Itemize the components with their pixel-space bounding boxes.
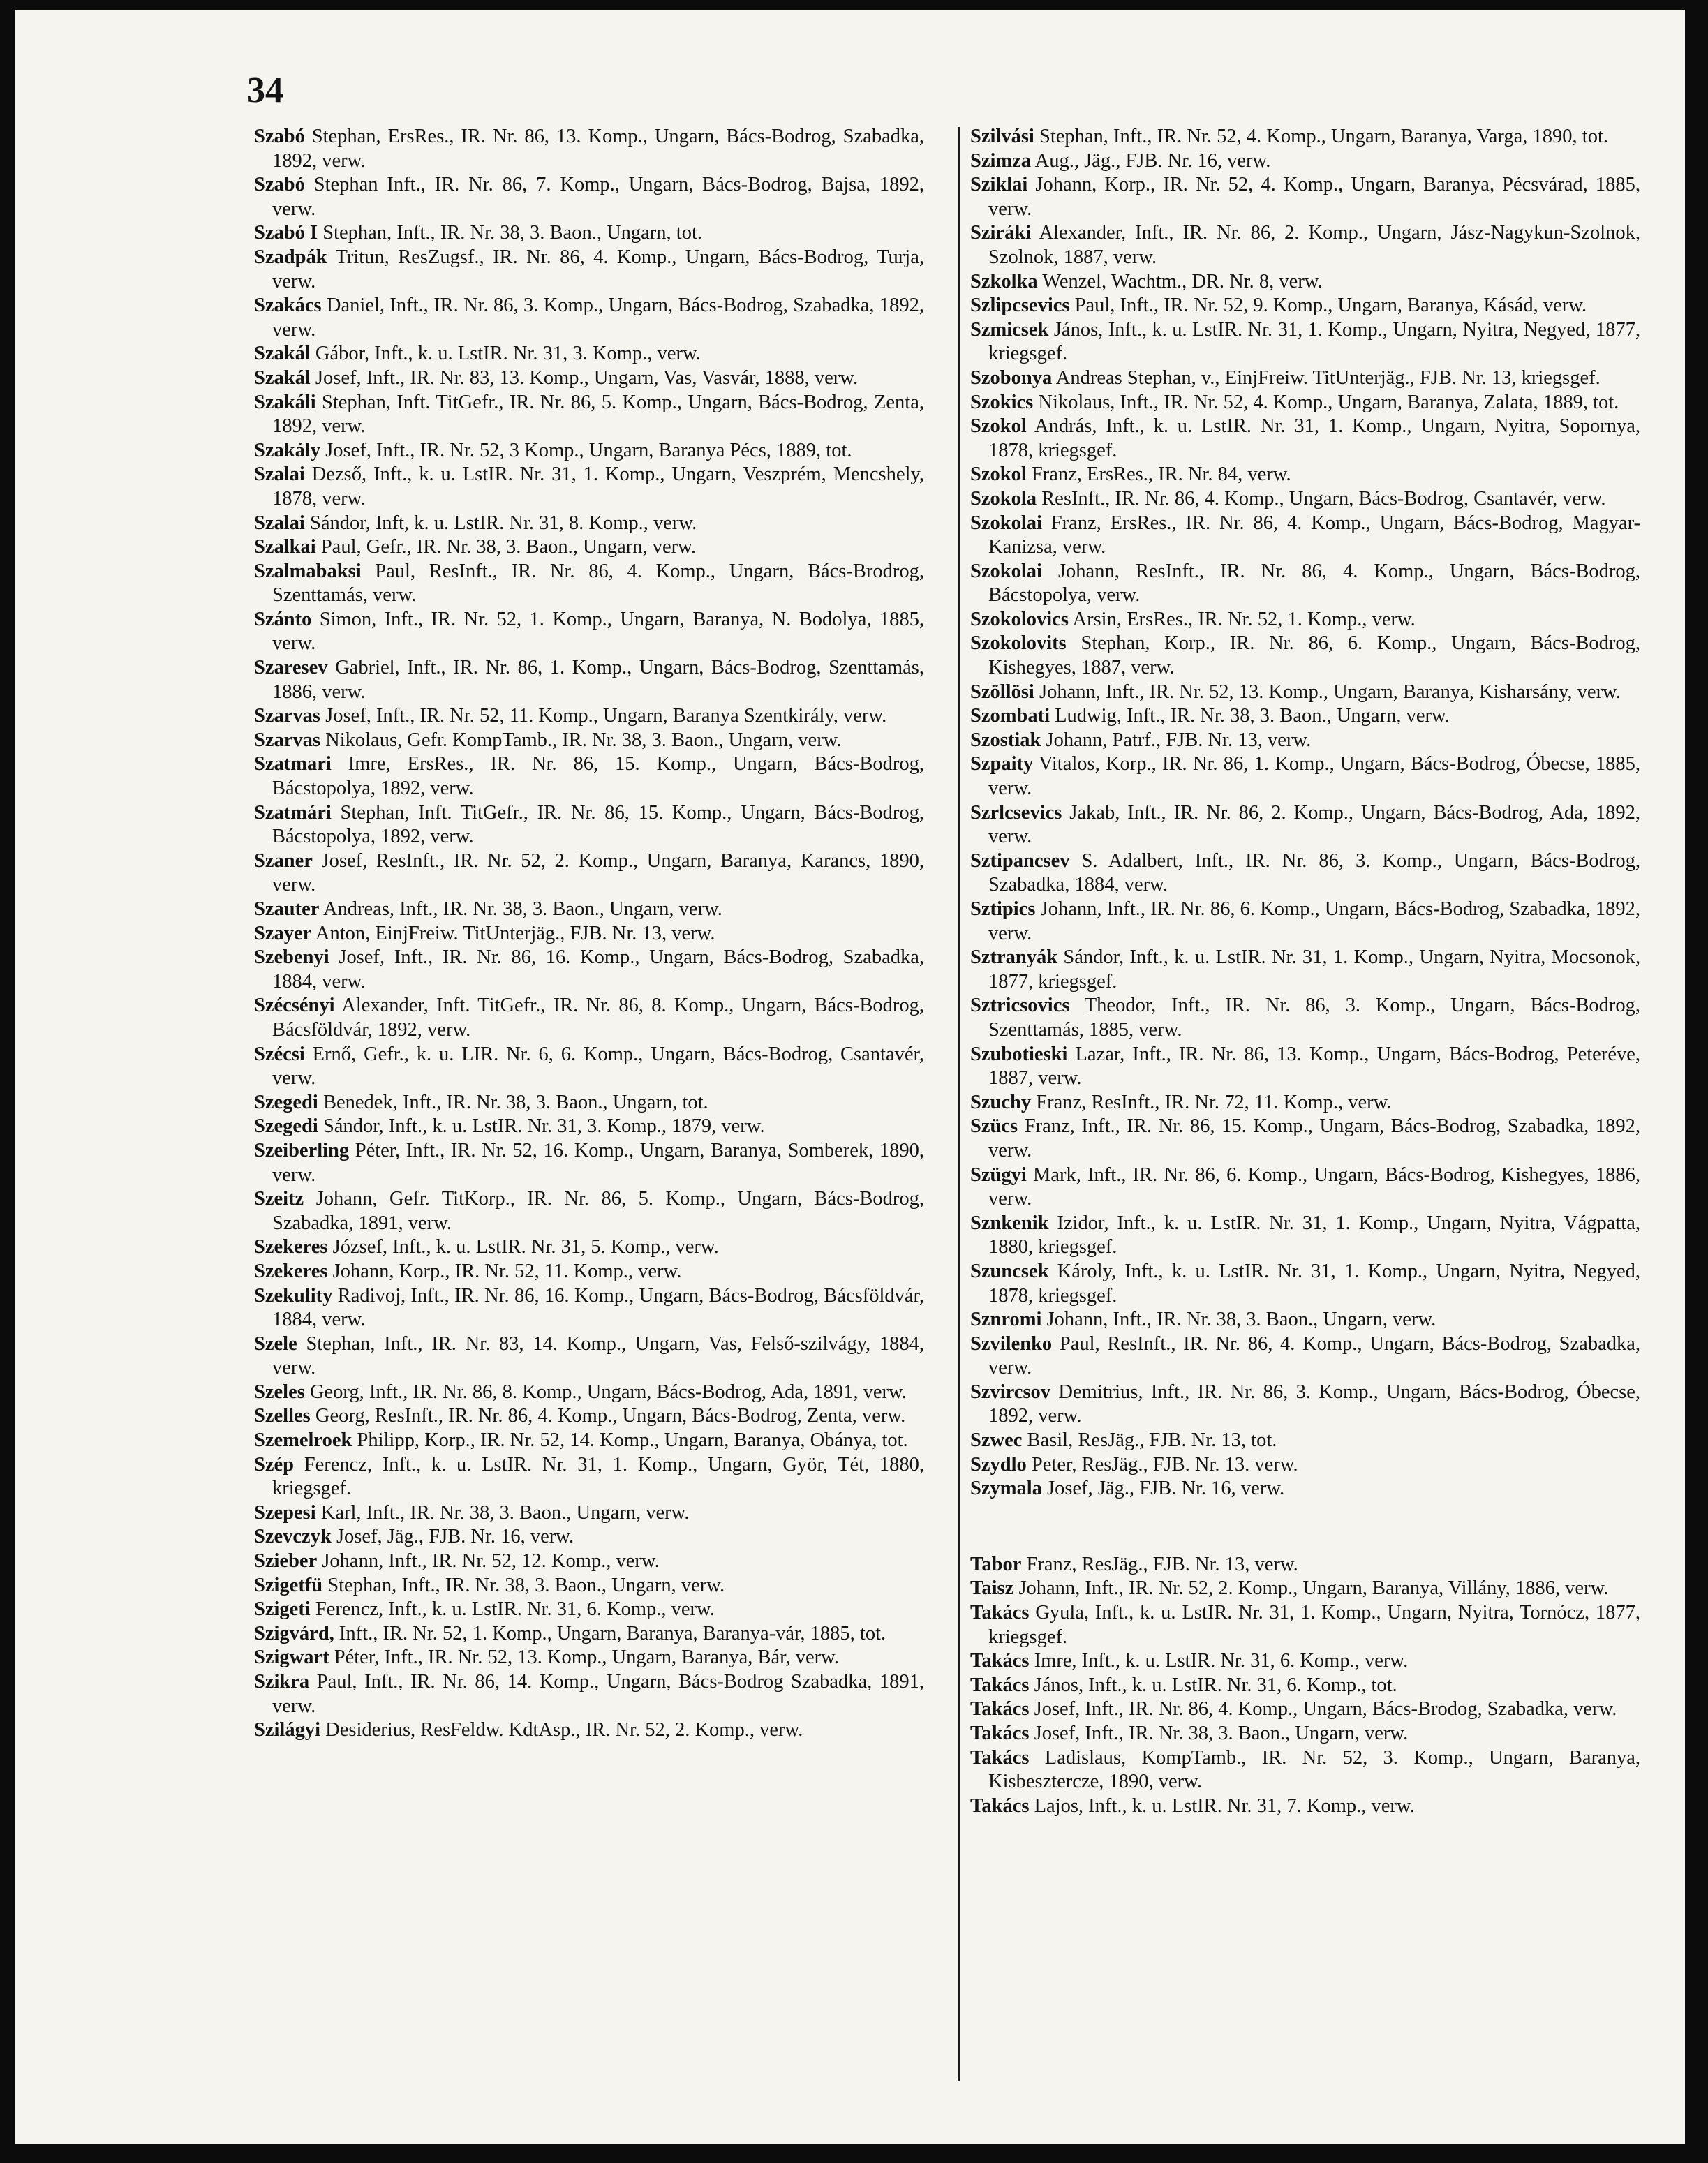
register-entry (254, 1525, 924, 1549)
entry-details: Josef, Inft., IR. Nr. 86, 4. Komp., Ungarn, Bács-Brodog, Szabadka, verw. (1029, 1698, 1617, 1720)
entry-details: Josef, Inft., IR. Nr. 38, 3. Baon., Ungarn, verw. (1029, 1723, 1409, 1744)
register-entry (254, 994, 924, 1042)
entry-surname: Szekeres (254, 1236, 328, 1258)
entry-details: Ferencz, Inft., k. u. LstIR. Nr. 31, 6. Komp., verw. (310, 1598, 715, 1621)
entry-surname: Szakáli (254, 391, 316, 413)
register-entry (254, 1187, 924, 1235)
register-entry (970, 1453, 1640, 1478)
entry-details: Lajos, Inft., k. u. LstIR. Nr. 31, 7. Komp., verw. (1029, 1794, 1415, 1817)
section-gap (970, 1501, 1640, 1553)
entry-details: Imre, Inft., k. u. LstIR. Nr. 31, 6. Komp., verw. (1029, 1650, 1409, 1672)
entry-surname: Takács (970, 1602, 1030, 1624)
entry-surname: Szokola (970, 487, 1037, 510)
entry-details: Johann, Inft., IR. Nr. 52, 2. Komp., Ungarn, Baranya, Villány, 1886, verw. (1013, 1577, 1609, 1600)
register-entry (970, 752, 1640, 801)
register-entry (254, 1598, 924, 1622)
entry-surname: Szabó (254, 174, 305, 196)
entry-details: Gyula, Inft., k. u. LstIR. Nr. 31, 1. Komp., Ungarn, Nyitra, Tornócz, 1877, kriegsgef. (988, 1602, 1640, 1648)
entry-details: Daniel, Inft., IR. Nr. 86, 3. Komp., Ungarn, Bács-Bodrog, Szabadka, 1892, verw. (272, 295, 924, 341)
register-entry (254, 391, 924, 439)
register-entry (254, 1670, 924, 1718)
entry-details: Ferencz, Inft., k. u. LstIR. Nr. 31, 1. Komp., Ungarn, Györ, Tét, 1880, kriegsgef. (272, 1453, 924, 1500)
register-entry (254, 221, 924, 246)
entry-details: Mark, Inft., IR. Nr. 86, 6. Komp., Ungarn, Bács-Bodrog, Kishegyes, 1886, verw. (988, 1164, 1640, 1210)
entry-details: Johann, Patrf., FJB. Nr. 13, verw. (1041, 729, 1312, 751)
entry-surname: Szekulity (254, 1284, 333, 1307)
register-entry (970, 270, 1640, 295)
register-entry (970, 1381, 1640, 1429)
register-entry (970, 221, 1640, 269)
entry-details: Péter, Inft., IR. Nr. 52, 16. Komp., Ungarn, Baranya, Somberek, 1890, verw. (272, 1139, 924, 1186)
entry-surname: Szücs (970, 1115, 1018, 1138)
register-entry (970, 1212, 1640, 1260)
register-entry (970, 729, 1640, 753)
entry-details: Franz, ErsRes., IR. Nr. 84, verw. (1026, 463, 1291, 486)
entry-details: Alexander, Inft. TitGefr., IR. Nr. 86, 8. Komp., Ungarn, Bács-Bodrog, Bácsföldvár, 1892, verw. (272, 995, 924, 1041)
register-entry (254, 463, 924, 511)
entry-surname: Takács (970, 1698, 1030, 1720)
register-entry (254, 560, 924, 608)
entry-surname: Szatmári (254, 801, 332, 824)
entry-surname: Szigetfü (254, 1574, 323, 1596)
entry-details: Georg, ResInft., IR. Nr. 86, 4. Komp., Ungarn, Bács-Bodrog, Zenta, verw. (310, 1405, 906, 1427)
entry-details: Dezső, Inft., k. u. LstIR. Nr. 31, 1. Komp., Ungarn, Veszprém, Mencshely, 1878, verw. (272, 463, 924, 510)
entry-details: Anton, EinjFreiw. TitUnterjäg., FJB. Nr. 13, verw. (311, 922, 715, 944)
entry-details: Johann, Korp., IR. Nr. 52, 11. Komp., verw. (327, 1260, 682, 1282)
entry-surname: Szrlcsevics (970, 801, 1062, 824)
register-entry (970, 1674, 1640, 1698)
entry-details: Vitalos, Korp., IR. Nr. 86, 1. Komp., Ungarn, Bács-Bodrog, Óbecse, 1885, verw. (988, 753, 1640, 800)
entry-details: Desiderius, ResFeldw. KdtAsp., IR. Nr. 52, 2. Komp., verw. (320, 1719, 803, 1741)
entry-surname: Szép (254, 1453, 294, 1476)
register-entry (254, 1139, 924, 1187)
register-entry (970, 1429, 1640, 1453)
register-entry (970, 1043, 1640, 1091)
register-entry (254, 1574, 924, 1598)
entry-surname: Szieber (254, 1550, 318, 1573)
entry-details: Arsin, ErsRes., IR. Nr. 52, 1. Komp., verw. (1068, 608, 1416, 630)
entry-details: Tritun, ResZugsf., IR. Nr. 86, 4. Komp., Ungarn, Bács-Bodrog, Turja, verw. (272, 246, 924, 292)
register-entry (254, 1622, 924, 1647)
entry-details: Gábor, Inft., k. u. LstIR. Nr. 31, 3. Komp., verw. (310, 343, 701, 365)
entry-details: Radivoj, Inft., IR. Nr. 86, 16. Komp., Ungarn, Bács-Bodrog, Bácsföldvár, 1884, verw. (272, 1284, 924, 1331)
entry-details: Josef, Jäg., FJB. Nr. 16, verw. (1041, 1478, 1285, 1500)
register-entry (970, 608, 1640, 632)
entry-details: Basil, ResJäg., FJB. Nr. 13, tot. (1022, 1429, 1277, 1452)
entry-details: Johann, Korp., IR. Nr. 52, 4. Komp., Ungarn, Baranya, Pécsvárad, 1885, verw. (988, 174, 1640, 220)
entry-surname: Szimza (970, 149, 1032, 172)
register-entry (254, 1235, 924, 1260)
entry-surname: Szayer (254, 922, 312, 944)
entry-surname: Szymala (970, 1478, 1042, 1500)
entry-details: Demitrius, Inft., IR. Nr. 86, 3. Komp., Ungarn, Bács-Bodrog, Óbecse, 1892, verw. (988, 1381, 1640, 1427)
register-entry (254, 366, 924, 391)
entry-surname: Szilvási (970, 126, 1034, 147)
entry-surname: Sznromi (970, 1309, 1042, 1331)
register-entry (254, 439, 924, 463)
entry-details: János, Inft., k. u. LstIR. Nr. 31, 6. Komp., tot. (1029, 1674, 1397, 1696)
register-entry (254, 1260, 924, 1284)
register-entry (970, 704, 1640, 729)
entry-details: Paul, ResInft., IR. Nr. 86, 4. Komp., Ungarn, Bács-Bodrog, Szabadka, verw. (988, 1332, 1640, 1379)
entry-details: Stephan, Inft., IR. Nr. 38, 3. Baon., Ungarn, verw. (322, 1574, 725, 1596)
register-entry (254, 656, 924, 704)
entry-surname: Szakál (254, 343, 311, 365)
entry-surname: Sziklai (970, 174, 1028, 196)
entry-details: ResInft., IR. Nr. 86, 4. Komp., Ungarn, Bács-Bodrog, Csantavér, verw. (1037, 487, 1606, 510)
entry-surname: Sztricsovics (970, 995, 1070, 1017)
register-entry (254, 922, 924, 946)
entry-surname: Taisz (970, 1577, 1014, 1600)
entry-surname: Tabor (970, 1553, 1022, 1575)
entry-surname: Szeitz (254, 1188, 304, 1210)
entry-surname: Szarvas (254, 705, 320, 727)
entry-details: Josef, ResInft., IR. Nr. 52, 2. Komp., Ungarn, Baranya, Karancs, 1890, verw. (272, 849, 924, 896)
entry-details: András, Inft., k. u. LstIR. Nr. 31, 1. Komp., Ungarn, Nyitra, Sopornya, 1878, kriegsgef. (988, 415, 1640, 461)
entry-details: Ludwig, Inft., IR. Nr. 38, 3. Baon., Ungarn, verw. (1050, 705, 1450, 727)
page-number: 34 (247, 70, 283, 110)
register-entry (254, 1404, 924, 1429)
entry-surname: Szánto (254, 608, 312, 630)
register-entry (254, 1284, 924, 1332)
register-entry (254, 294, 924, 342)
register-entry (970, 1722, 1640, 1746)
entry-details: Stephan, Inft., IR. Nr. 83, 14. Komp., Ungarn, Vas, Felső-szilvágy, 1884, verw. (272, 1332, 924, 1379)
entry-details: Franz, ResInft., IR. Nr. 72, 11. Komp., verw. (1031, 1091, 1392, 1113)
entry-surname: Szydlo (970, 1453, 1027, 1476)
entry-details: Paul, Inft., IR. Nr. 86, 14. Komp., Ungarn, Bács-Bodrog Szabadka, 1891, verw. (272, 1671, 924, 1717)
entry-surname: Szokol (970, 463, 1027, 486)
register-entry (254, 729, 924, 753)
entry-surname: Szubotieski (970, 1043, 1068, 1065)
entry-surname: Szikra (254, 1671, 310, 1693)
entry-details: Johann, Inft., IR. Nr. 38, 3. Baon., Ungarn, verw. (1041, 1309, 1436, 1331)
entry-surname: Szakál (254, 366, 311, 389)
entry-surname: Szauter (254, 898, 320, 920)
register-entry (254, 1115, 924, 1139)
entry-details: Izidor, Inft., k. u. LstIR. Nr. 31, 1. Komp., Ungarn, Nyitra, Vágpatta, 1880, kriegsgef. (988, 1212, 1640, 1258)
entry-details: Johann, ResInft., IR. Nr. 86, 4. Komp., Ungarn, Bács-Bodrog, Bácstopolya, verw. (988, 560, 1640, 607)
entry-surname: Szemelroek (254, 1429, 352, 1452)
entry-details: Stephan, Inft. TitGefr., IR. Nr. 86, 5. Komp., Ungarn, Bács-Bodrog, Zenta, 1892, verw. (272, 391, 924, 438)
entry-surname: Takács (970, 1746, 1030, 1769)
entry-details: Benedek, Inft., IR. Nr. 38, 3. Baon., Ungarn, tot. (318, 1091, 708, 1113)
entry-details: Stephan, Inft. TitGefr., IR. Nr. 86, 15. Komp., Ungarn, Bács-Bodrog, Bácstopolya, 1892, verw. (272, 801, 924, 848)
register-entry (254, 898, 924, 922)
entry-surname: Takács (970, 1794, 1030, 1817)
entry-details: Josef, Inft., IR. Nr. 86, 16. Komp., Ungarn, Bács-Bodrog, Szabadka, 1884, verw. (272, 946, 924, 993)
entry-details: Wenzel, Wachtm., DR. Nr. 8, verw. (1037, 270, 1323, 292)
register-entry (970, 318, 1640, 366)
register-entry (254, 1381, 924, 1405)
register-entry (254, 1718, 924, 1743)
register-entry (970, 415, 1640, 463)
entry-details: Károly, Inft., k. u. LstIR. Nr. 31, 1. Komp., Ungarn, Nyitra, Negyed, 1878, kriegsgef. (988, 1260, 1640, 1307)
entry-surname: Szigeti (254, 1598, 311, 1621)
entry-surname: Szuchy (970, 1091, 1032, 1113)
register-entry (970, 149, 1640, 174)
register-entry (970, 560, 1640, 608)
register-entry (970, 801, 1640, 849)
register-entry (970, 512, 1640, 560)
entry-details: Josef, Inft., IR. Nr. 83, 13. Komp., Ungarn, Vas, Vasvár, 1888, verw. (310, 366, 859, 389)
entry-details: Stephan, Inft., IR. Nr. 52, 4. Komp., Ungarn, Baranya, Varga, 1890, tot. (1034, 126, 1609, 147)
entry-surname: Szakály (254, 439, 321, 461)
entry-details: Alexander, Inft., IR. Nr. 86, 2. Komp., Ungarn, Jász-Nagykun-Szolnok, Szolnok, 1887, verw. (988, 222, 1640, 268)
entry-surname: Szécsi (254, 1043, 305, 1065)
entry-surname: Szalai (254, 463, 305, 486)
register-entry (254, 246, 924, 294)
entry-details: Josef, Inft., IR. Nr. 52, 3 Komp., Ungarn, Baranya Pécs, 1889, tot. (320, 439, 852, 461)
entry-details: Stephan Inft., IR. Nr. 86, 7. Komp., Ungarn, Bács-Bodrog, Bajsa, 1892, verw. (272, 174, 924, 220)
register-entry (254, 1549, 924, 1574)
entry-surname: Szadpák (254, 246, 327, 268)
register-entry (254, 1453, 924, 1501)
entry-details: János, Inft., k. u. LstIR. Nr. 31, 1. Komp., Ungarn, Nyitra, Negyed, 1877, kriegsgef. (988, 318, 1640, 365)
entry-details: Peter, ResJäg., FJB. Nr. 13. verw. (1026, 1453, 1298, 1476)
register-entry (970, 1697, 1640, 1722)
entry-details: Karl, Inft., IR. Nr. 38, 3. Baon., Ungarn, verw. (315, 1501, 690, 1524)
entry-surname: Szelles (254, 1405, 311, 1427)
entry-surname: Szwec (970, 1429, 1023, 1452)
entry-surname: Szele (254, 1332, 297, 1355)
register-entry (970, 173, 1640, 221)
register-entry (970, 1477, 1640, 1501)
entry-surname: Sztipancsev (970, 849, 1070, 872)
register-entry (970, 1260, 1640, 1308)
entry-surname: Takács (970, 1674, 1030, 1696)
register-entry (970, 1308, 1640, 1332)
entry-surname: Szlipcsevics (970, 295, 1070, 317)
register-entry (970, 994, 1640, 1042)
entry-surname: Szügyi (970, 1164, 1027, 1186)
register-entry (254, 535, 924, 560)
entry-details: Stephan, Inft., IR. Nr. 38, 3. Baon., Ungarn, tot. (318, 222, 703, 244)
entry-details: Paul, ResInft., IR. Nr. 86, 4. Komp., Ungarn, Bács-Brodrog, Szenttamás, verw. (272, 560, 924, 607)
entry-details: Lazar, Inft., IR. Nr. 86, 13. Komp., Ungarn, Bács-Bodrog, Peteréve, 1887, verw. (988, 1043, 1640, 1090)
entry-details: Philipp, Korp., IR. Nr. 52, 14. Komp., Ungarn, Baranya, Obánya, tot. (352, 1429, 908, 1452)
register-entry (254, 173, 924, 221)
entry-surname: Szöllösi (970, 681, 1034, 703)
register-entry (970, 1164, 1640, 1212)
entry-surname: Szatmari (254, 753, 332, 775)
entry-surname: Szekeres (254, 1260, 328, 1282)
entry-surname: Szegedi (254, 1091, 318, 1113)
entry-surname: Sznkenik (970, 1212, 1049, 1234)
entry-details: Josef, Jäg., FJB. Nr. 16, verw. (331, 1526, 574, 1548)
entry-surname: Szeiberling (254, 1139, 350, 1161)
entry-details: Nikolaus, Gefr. KompTamb., IR. Nr. 38, 3. Baon., Ungarn, verw. (320, 729, 842, 751)
entry-details: Johann, Inft., IR. Nr. 52, 13. Komp., Ungarn, Baranya, Kisharsány, verw. (1034, 681, 1621, 703)
register-entry (254, 1429, 924, 1453)
entry-details: Aug., Jäg., FJB. Nr. 16, verw. (1031, 149, 1271, 172)
register-entry (254, 752, 924, 801)
register-entry (970, 1746, 1640, 1794)
entry-surname: Szokol (970, 415, 1027, 438)
entry-details: Josef, Inft., IR. Nr. 52, 11. Komp., Ungarn, Baranya Szentkirály, verw. (320, 705, 887, 727)
entry-details: S. Adalbert, Inft., IR. Nr. 86, 3. Komp., Ungarn, Bács-Bodrog, Szabadka, 1884, verw. (988, 849, 1640, 896)
entry-surname: Szabó (254, 126, 305, 147)
entry-details: Franz, ErsRes., IR. Nr. 86, 4. Komp., Ungarn, Bács-Bodrog, Magyar-Kanizsa, verw. (988, 512, 1640, 558)
entry-surname: Szuncsek (970, 1260, 1049, 1282)
column-divider (958, 127, 960, 2081)
register-entry (970, 898, 1640, 946)
register-entry (970, 1553, 1640, 1577)
entry-details: Sándor, Inft., k. u. LstIR. Nr. 31, 1. Komp., Ungarn, Nyitra, Mocsonok, 1877, kriegsgef. (988, 946, 1640, 993)
entry-details: Nikolaus, Inft., IR. Nr. 52, 4. Komp., Ungarn, Baranya, Zalata, 1889, tot. (1033, 391, 1619, 413)
entry-surname: Szmicsek (970, 318, 1049, 341)
entry-surname: Szalmabaksi (254, 560, 362, 582)
register-entry (970, 294, 1640, 318)
entry-details: Inft., IR. Nr. 52, 1. Komp., Ungarn, Baranya, Baranya-vár, 1885, tot. (334, 1622, 886, 1644)
entry-surname: Szalkai (254, 536, 316, 558)
left-column (254, 125, 924, 1743)
entry-surname: Szevczyk (254, 1526, 332, 1548)
register-entry (970, 487, 1640, 512)
register-entry (254, 1043, 924, 1091)
entry-details: Andreas Stephan, v., EinjFreiw. TitUnterjäg., FJB. Nr. 13, kriegsgef. (1052, 366, 1601, 389)
register-entry (254, 125, 924, 173)
entry-surname: Takács (970, 1723, 1030, 1744)
register-entry (970, 1577, 1640, 1601)
entry-surname: Szakács (254, 295, 322, 317)
entry-details: Péter, Inft., IR. Nr. 52, 13. Komp., Ungarn, Baranya, Bár, verw. (329, 1647, 840, 1669)
entry-surname: Szigwart (254, 1647, 329, 1669)
register-entry (254, 1501, 924, 1526)
entry-surname: Szpaity (970, 753, 1034, 775)
entry-surname: Szegedi (254, 1115, 318, 1138)
entry-surname: Szarvas (254, 729, 320, 751)
register-entry (970, 681, 1640, 705)
entry-surname: Szaresev (254, 657, 328, 679)
register-entry (254, 1091, 924, 1115)
register-entry (970, 391, 1640, 415)
entry-details: Johann, Gefr. TitKorp., IR. Nr. 86, 5. Komp., Ungarn, Bács-Bodrog, Szabadka, 1891, verw. (272, 1188, 924, 1234)
entry-surname: Szvircsov (970, 1381, 1051, 1403)
entry-details: Gabriel, Inft., IR. Nr. 86, 1. Komp., Ungarn, Bács-Bodrog, Szenttamás, 1886, verw. (272, 657, 924, 703)
entry-details: Simon, Inft., IR. Nr. 52, 1. Komp., Ungarn, Baranya, N. Bodolya, 1885, verw. (272, 608, 924, 655)
right-column (970, 125, 1640, 1818)
entry-details: Sándor, Inft, k. u. LstIR. Nr. 31, 8. Komp., verw. (304, 512, 697, 534)
register-entry (254, 849, 924, 898)
entry-surname: Szostiak (970, 729, 1041, 751)
register-entry (970, 125, 1640, 149)
entry-details: Stephan, Korp., IR. Nr. 86, 6. Komp., Ungarn, Bács-Bodrog, Kishegyes, 1887, verw. (988, 632, 1640, 679)
entry-details: Jakab, Inft., IR. Nr. 86, 2. Komp., Ungarn, Bács-Bodrog, Ada, 1892, verw. (988, 801, 1640, 848)
entry-surname: Szokics (970, 391, 1034, 413)
entry-surname: Szilágyi (254, 1719, 321, 1741)
entry-surname: Sztranyák (970, 946, 1058, 969)
register-entry (254, 704, 924, 729)
register-entry (254, 801, 924, 849)
entry-details: Ladislaus, KompTamb., IR. Nr. 52, 3. Komp., Ungarn, Baranya, Kisbesztercze, 1890, verw. (988, 1746, 1640, 1793)
entry-details: Johann, Inft., IR. Nr. 86, 6. Komp., Ungarn, Bács-Bodrog, Szabadka, 1892, verw. (988, 898, 1640, 944)
register-entry (970, 632, 1640, 680)
register-entry (970, 1115, 1640, 1163)
entry-surname: Sztipics (970, 898, 1036, 920)
entry-details: Franz, ResJäg., FJB. Nr. 13, verw. (1021, 1553, 1298, 1575)
entry-details: Imre, ErsRes., IR. Nr. 86, 15. Komp., Ungarn, Bács-Bodrog, Bácstopolya, 1892, verw. (272, 753, 924, 800)
entry-surname: Takács (970, 1650, 1030, 1672)
entry-surname: Sziráki (970, 222, 1032, 244)
register-entry (970, 946, 1640, 994)
register-entry (254, 1332, 924, 1381)
entry-details: Johann, Inft., IR. Nr. 52, 12. Komp., verw. (317, 1550, 660, 1573)
entry-surname: Szigvárd, (254, 1622, 334, 1644)
entry-details: Stephan, ErsRes., IR. Nr. 86, 13. Komp., Ungarn, Bács-Bodrog, Szabadka, 1892, verw. (272, 126, 924, 172)
entry-surname: Szobonya (970, 366, 1053, 389)
entry-surname: Szaner (254, 849, 313, 872)
entry-details: József, Inft., k. u. LstIR. Nr. 31, 5. Komp., verw. (327, 1236, 719, 1258)
register-entry (970, 1332, 1640, 1381)
register-entry (970, 849, 1640, 898)
entry-details: Paul, Inft., IR. Nr. 52, 9. Komp., Ungarn, Baranya, Kásád, verw. (1069, 295, 1587, 317)
entry-details: Andreas, Inft., IR. Nr. 38, 3. Baon., Ungarn, verw. (319, 898, 722, 920)
register-entry (254, 342, 924, 366)
entry-details: Franz, Inft., IR. Nr. 86, 15. Komp., Ungarn, Bács-Bodrog, Szabadka, 1892, verw. (988, 1115, 1640, 1161)
entry-details: Georg, Inft., IR. Nr. 86, 8. Komp., Ungarn, Bács-Bodrog, Ada, 1891, verw. (304, 1381, 907, 1403)
register-entry (254, 608, 924, 656)
entry-surname: Szombati (970, 705, 1050, 727)
entry-surname: Szokolai (970, 512, 1042, 534)
entry-surname: Szokolai (970, 560, 1042, 582)
register-entry (254, 512, 924, 536)
register-entry (970, 1091, 1640, 1115)
entry-surname: Szalai (254, 512, 305, 534)
entry-details: Paul, Gefr., IR. Nr. 38, 3. Baon., Ungarn, verw. (315, 536, 696, 558)
register-entry (970, 1794, 1640, 1819)
entry-surname: Szabó I (254, 222, 318, 244)
entry-surname: Szeles (254, 1381, 305, 1403)
book-page (15, 10, 1685, 2144)
entry-surname: Szécsényi (254, 995, 335, 1017)
entry-surname: Szokolovits (970, 632, 1067, 655)
register-entry (970, 1601, 1640, 1649)
entry-surname: Szebenyi (254, 946, 329, 969)
register-entry (970, 366, 1640, 391)
entry-details: Ernő, Gefr., k. u. LIR. Nr. 6, 6. Komp., Ungarn, Bács-Bodrog, Csantavér, verw. (272, 1043, 924, 1090)
register-entry (254, 946, 924, 994)
entry-details: Theodor, Inft., IR. Nr. 86, 3. Komp., Ungarn, Bács-Bodrog, Szenttamás, 1885, verw. (988, 995, 1640, 1041)
entry-surname: Szokolovics (970, 608, 1069, 630)
entry-details: Sándor, Inft., k. u. LstIR. Nr. 31, 3. Komp., 1879, verw. (318, 1115, 765, 1138)
register-entry (254, 1646, 924, 1670)
register-entry (970, 463, 1640, 487)
register-entry (970, 1649, 1640, 1674)
entry-surname: Szkolka (970, 270, 1038, 292)
entry-surname: Szepesi (254, 1501, 316, 1524)
entry-surname: Szvilenko (970, 1332, 1053, 1355)
